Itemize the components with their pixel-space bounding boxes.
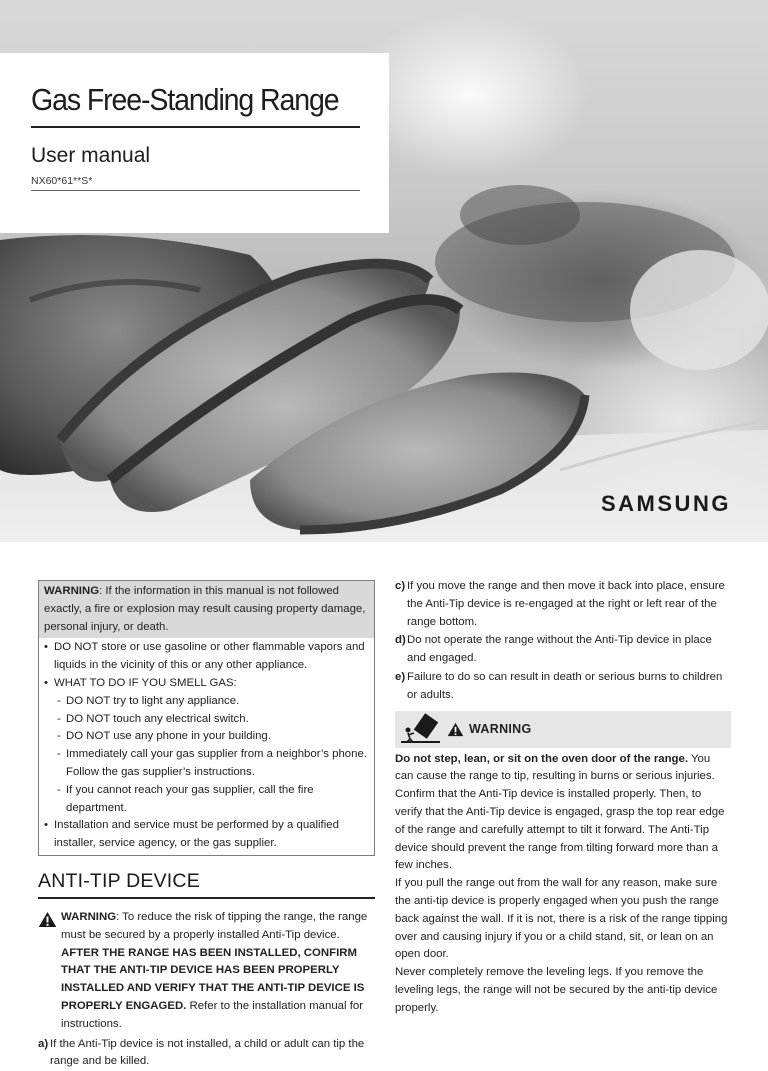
document-subtitle: User manual [31,144,151,167]
right-column [395,578,731,1018]
anti-tip-steps [395,578,731,705]
door-warning-text: You can cause the range to tip, resulting in burns or serious injuries. [395,752,715,783]
gas-safety-item: • Installation and service must be performed by a qualified installer, service agency, or the gas supplier. [44,817,370,853]
gas-warning-box [38,580,375,856]
list-item-d [395,632,731,668]
paragraph-verify-engaged: Confirm that the Anti-Tip device is installed properly. Then, to verify that the Anti-Tip device is engaged, grasp the top rear edge of the range and carefully attempt to tilt it forward. The Anti-Tip device should prevent the range from tilting forward more than a few inches. [395,788,725,872]
left-column [38,580,375,1071]
warning-bar-label: WARNING [469,722,532,737]
gas-safety-item: - DO NOT touch any electrical switch. [44,711,370,729]
gas-safety-item: - If you cannot reach your gas supplier, call the fire department. [44,782,370,818]
list-item-c [395,578,731,631]
item-text: If the Anti-Tip device is not installed, a child or adult can tip the range and be killed. [50,1037,365,1068]
item-text: Failure to do so can result in death or serious burns to children or adults. [407,670,723,701]
gas-safety-list [39,638,374,855]
door-warning-emphasis: Do not step, lean, or sit on the oven door of the range. [395,752,689,765]
item-label: d) [395,634,406,647]
gas-safety-item: - DO NOT try to light any appliance. [44,693,370,711]
range-tipping-icon [398,712,442,746]
anti-tip-warning [38,909,375,1034]
gas-safety-item: • DO NOT store or use gasoline or other flammable vapors and liquids in the vicinity of this or any other appliance. [44,639,370,675]
gas-warning-header [39,581,374,638]
paragraph-reengage: If you pull the range out from the wall for any reason, make sure the anti-tip device is properly engaged when you push the range back against the wall. If it is not, there is a risk of the range tipping over and causing injury if you or a child stand, sit, or lean on an open door. [395,877,728,961]
tip-warning-tail: Refer to the installation manual for instructions. [61,999,363,1030]
gas-safety-item: - DO NOT use any phone in your building. [44,728,370,746]
brand-logo: SAMSUNG [601,491,731,516]
warning-label: WARNING [44,585,100,597]
tip-warning-emphasis: AFTER THE RANGE HAS BEEN INSTALLED, CONFIRM THAT THE ANTI-TIP DEVICE HAS BEEN PROPERLY INSTALLED AND VERIFY THAT THE ANTI-TIP DEVICE IS PROPERLY ENGAGED. [61,946,365,1012]
document-title: Gas Free-Standing Range [31,82,339,117]
item-label: e) [395,670,406,683]
warning-paragraph-door [395,751,731,787]
item-label: c) [395,580,406,592]
item-text: Do not operate the range without the Anti-Tip device in place and engaged. [407,634,712,665]
paragraph-leveling-legs: Never completely remove the leveling legs. If you remove the leveling legs, the range will not be secured by the anti-tip device properly. [395,966,718,1014]
tip-warning-label: WARNING [61,910,117,923]
section-title-anti-tip: ANTI-TIP DEVICE [38,869,200,892]
tip-warning-bar [395,711,731,748]
model-number: NX60*61**S* [31,175,93,187]
warning-triangle-icon [447,722,464,737]
subtitle-divider [31,190,360,191]
warning-triangle-icon [38,911,57,928]
cover-title-panel [0,53,389,233]
warning-text: : If the information in this manual is not followed exactly, a fire or explosion may result causing property damage, personal injury, or death. [44,585,366,633]
list-item-e [395,669,731,705]
section-divider [38,897,375,899]
gas-safety-item: • WHAT TO DO IF YOU SMELL GAS: [44,675,370,693]
item-label: a) [38,1037,49,1050]
title-divider [31,126,360,128]
item-text: If you move the range and then move it back into place, ensure the Anti-Tip device is re-engaged at the right or left rear of the range bottom. [407,580,725,628]
tip-warning-text: : To reduce the risk of tipping the range, the range must be secured by a properly installed Anti-Tip device. [61,910,368,941]
gas-safety-item: - Immediately call your gas supplier from a neighbor’s phone. Follow the gas supplier’s instructions. [44,746,370,782]
list-item-a [38,1036,375,1071]
